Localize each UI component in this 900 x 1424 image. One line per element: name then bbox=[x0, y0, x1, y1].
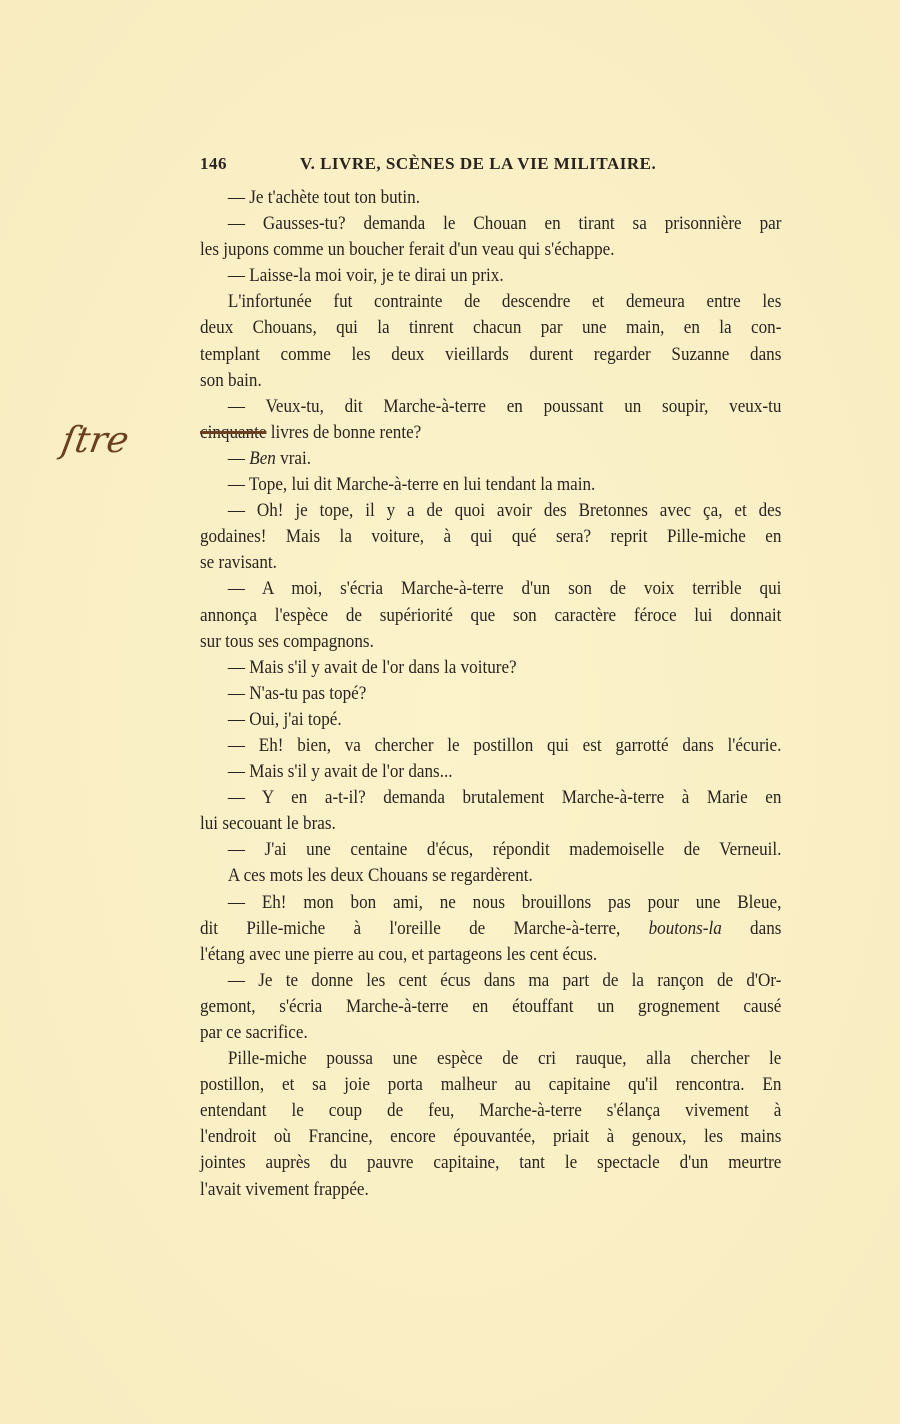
text-line: — Y en a-t-il? demanda brutalement Marche-à-terre à Marie en bbox=[227, 787, 782, 809]
text-line: — N'as-tu pas topé? bbox=[227, 682, 367, 704]
text-line: entendant le coup de feu, Marche-à-terre s'élança vivement à bbox=[200, 1100, 782, 1122]
text-line: postillon, et sa joie porta malheur au capitaine qu'il rencontra. En bbox=[200, 1074, 782, 1096]
text-span: vrai. bbox=[275, 447, 312, 469]
text-line: se ravisant. bbox=[200, 552, 277, 574]
text-line: — Laisse-la moi voir, je te dirai un prix. bbox=[227, 265, 504, 287]
text-line: — Eh! mon bon ami, ne nous brouillons pas pour une Bleue, bbox=[227, 891, 782, 913]
text-line: — A moi, s'écria Marche-à-terre d'un son de voix terrible qui bbox=[227, 578, 782, 600]
text-line: — Mais s'il y avait de l'or dans la voiture? bbox=[227, 656, 517, 678]
text-line: — Mais s'il y avait de l'or dans... bbox=[227, 761, 453, 783]
running-title: V. LIVRE, SCÈNES DE LA VIE MILITAIRE. bbox=[300, 154, 657, 173]
page-number: 146 bbox=[200, 154, 227, 173]
text-line: par ce sacrifice. bbox=[200, 1022, 308, 1043]
text-line: Pille-miche poussa une espèce de cri rauque, alla chercher le bbox=[227, 1048, 782, 1070]
text-line: lui secouant le bras. bbox=[200, 813, 336, 835]
text-line: — Je t'achète tout ton butin. bbox=[227, 187, 420, 208]
text-span: — bbox=[227, 447, 250, 469]
text-line: l'avait vivement frappée. bbox=[200, 1178, 369, 1200]
text-line: gemont, s'écria Marche-à-terre en étouffant un grognement causé bbox=[200, 995, 782, 1017]
italic-text: boutons-la bbox=[648, 917, 722, 939]
text-line: sur tous ses compagnons. bbox=[200, 630, 374, 652]
text-line bbox=[200, 420, 781, 446]
handwritten-margin-note: ſtre bbox=[58, 420, 132, 461]
text-line: A ces mots les deux Chouans se regardèrent. bbox=[227, 865, 533, 887]
text-line: l'endroit où Francine, encore épouvantée, priait à genoux, les mains bbox=[200, 1126, 782, 1148]
text-line: deux Chouans, qui la tinrent chacun par une main, en la con- bbox=[200, 317, 782, 339]
text-line: — Gausses-tu? demanda le Chouan en tirant sa prisonnière par bbox=[227, 213, 782, 235]
text-line: — Oui, j'ai topé. bbox=[227, 708, 342, 730]
text-line: — Oh! je tope, il y a de quoi avoir des Bretonnes avec ça, et des bbox=[227, 500, 782, 522]
text-line: — Tope, lui dit Marche-à-terre en lui tendant la main. bbox=[227, 474, 596, 496]
text-line: — Eh! bien, va chercher le postillon qui est garrotté dans l'écurie. bbox=[227, 734, 782, 756]
text-line: — Je te donne les cent écus dans ma part de la rançon de d'Or- bbox=[227, 969, 782, 991]
text-line: — J'ai une centaine d'écus, répondit mademoiselle de Verneuil. bbox=[227, 839, 782, 861]
text-line: jointes auprès du pauvre capitaine, tant le spectacle d'un meurtre bbox=[200, 1152, 782, 1174]
text-line: annonça l'espèce de supériorité que son caractère féroce lui donnait bbox=[200, 604, 782, 626]
text-line bbox=[200, 446, 781, 472]
text-line: — Veux-tu, dit Marche-à-terre en poussant un soupir, veux-tu bbox=[227, 395, 782, 417]
italic-text: Ben bbox=[249, 447, 276, 469]
text-line: templant comme les deux vieillards durent regarder Suzanne dans bbox=[200, 343, 782, 365]
text-line bbox=[200, 916, 781, 942]
body-text bbox=[200, 185, 782, 1203]
text-line: les jupons comme un boucher ferait d'un veau qui s'échappe. bbox=[200, 239, 615, 261]
struck-text: cinquante bbox=[200, 421, 267, 443]
text-line: son bain. bbox=[200, 369, 262, 391]
text-line: L'infortunée fut contrainte de descendre et demeura entre les bbox=[227, 291, 782, 313]
text-span: dit Pille-miche à l'oreille de Marche-à-terre, bbox=[200, 917, 649, 939]
text-span: dans bbox=[721, 917, 782, 939]
running-header bbox=[200, 154, 782, 178]
text-line: godaines! Mais la voiture, à qui qué sera? reprit Pille-miche en bbox=[200, 526, 782, 548]
text-span: livres de bonne rente? bbox=[266, 421, 422, 443]
text-line: l'étang avec une pierre au cou, et partageons les cent écus. bbox=[200, 943, 598, 965]
